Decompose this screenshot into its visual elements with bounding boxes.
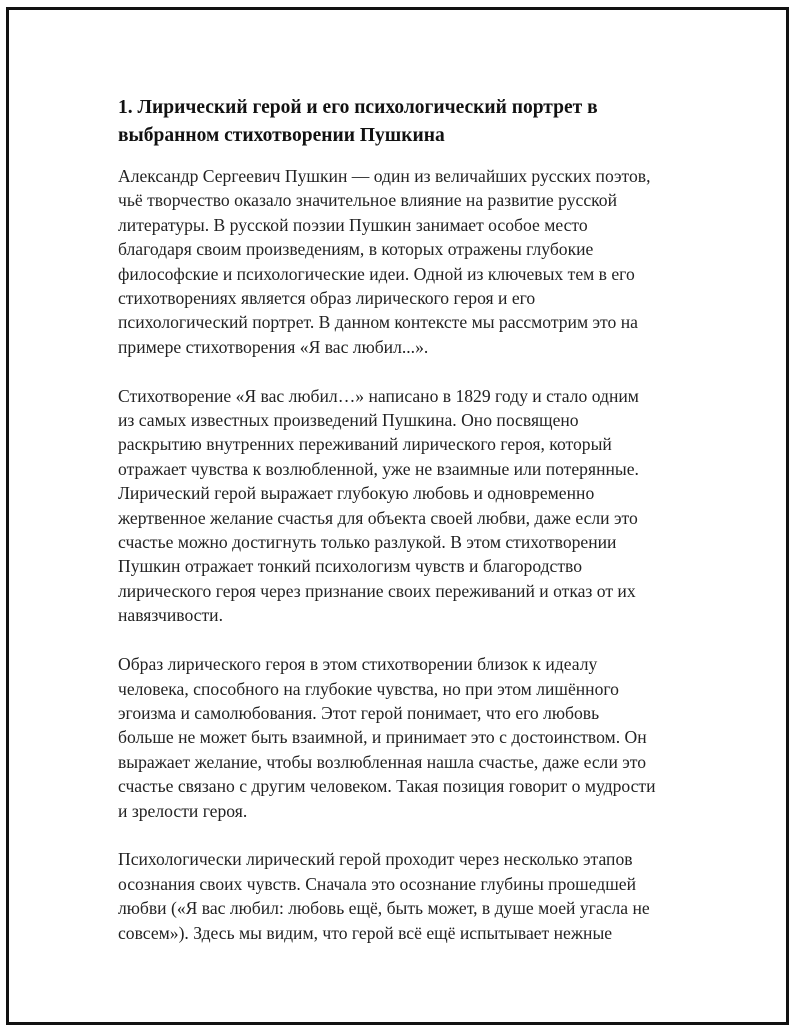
- paragraph-2: Стихотворение «Я вас любил…» написано в 1829 году и стало одним из самых известных произведений Пушкина. Оно посвящено раскрытию внутренних переживаний лирического героя, который отражает чувства к возлюбленной, уже не взаимные или потерянные. Лирический герой выражает глубокую любовь и одновременно жертвенное желание счастья для объекта своей любви, даже если это счастье можно достигнуть только разлукой. В этом стихотворении Пушкин отражает тонкий психологизм чувств и благородство лирического героя через признание своих переживаний и отказ от их навязчивости.: [118, 385, 639, 626]
- section-title: 1. Лирический герой и его психологический портрет в выбранном стихотворении Пушкина: [118, 97, 598, 146]
- paragraph-3: Образ лирического героя в этом стихотворении близок к идеалу человека, способного на глубокие чувства, но при этом лишённого эгоизма и самолюбования. Этот герой понимает, что его любовь больше не может быть взаимной, и принимает это с достоинством. Он выражает желание, чтобы возлюбленная нашла счастье, даже если это счастье связано с другим человеком. Такая позиция говорит о мудрости и зрелости героя.: [118, 654, 656, 821]
- paragraph-4: Психологически лирический герой проходит через несколько этапов осознания своих чувств. Сначала это осознание глубины прошедшей любви («Я вас любил: любовь ещё, быть может, в душе моей угасла не совсем»). Здесь мы видим, что герой всё ещё испытывает нежные: [118, 849, 650, 943]
- document-body: [118, 94, 703, 969]
- paragraph-1: Александр Сергеевич Пушкин — один из величайших русских поэтов, чьё творчество оказало значительное влияние на развитие русской литературы. В русской поэзии Пушкин занимает особое место благодаря своим произведениям, в которых отражены глубокие философские и психологические идеи. Одной из ключевых тем в его стихотворениях является образ лирического героя и его психологический портрет. В данном контексте мы рассмотрим это на примере стихотворения «Я вас любил...».: [118, 166, 651, 357]
